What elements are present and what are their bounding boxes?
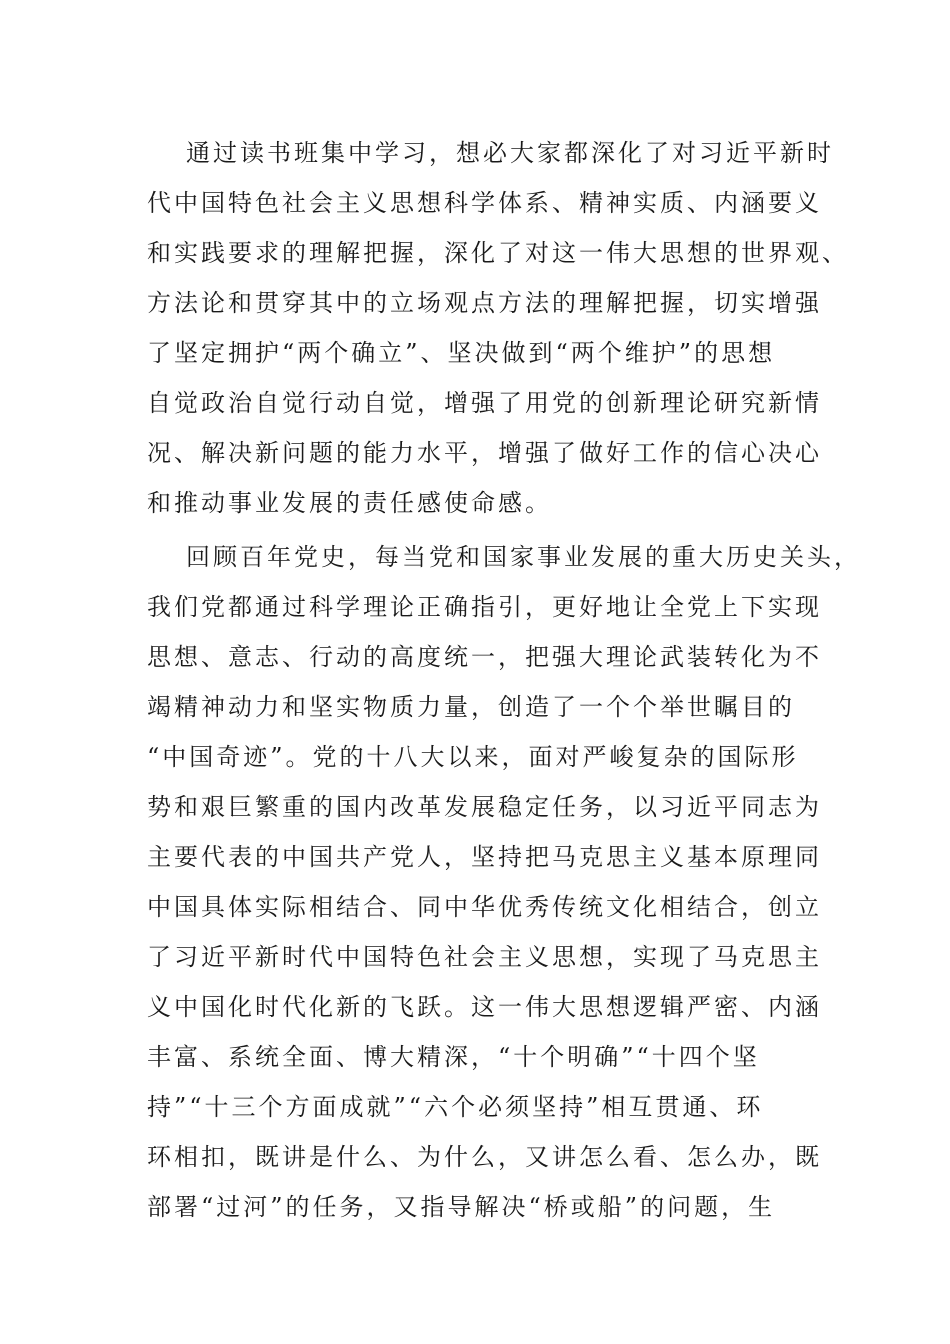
- paragraph-line: 势和艰巨繁重的国内改革发展稳定任务，以习近平同志为: [147, 793, 822, 821]
- paragraph-line: 回顾百年党史，每当党和国家事业发展的重大历史关头，: [186, 543, 861, 571]
- paragraph-line: 通过读书班集中学习，想必大家都深化了对习近平新时: [186, 139, 834, 167]
- paragraph-line: 和实践要求的理解把握，深化了对这一伟大思想的世界观、: [147, 239, 849, 267]
- paragraph-line: 环相扣，既讲是什么、为什么，又讲怎么看、怎么办，既: [147, 1143, 822, 1171]
- paragraph-line: 方法论和贯穿其中的立场观点方法的理解把握，切实增强: [147, 289, 822, 317]
- body-text: [147, 128, 861, 1232]
- paragraph-line: “中国奇迹”。党的十八大以来，面对严峻复杂的国际形: [147, 743, 799, 771]
- paragraph-line: 主要代表的中国共产党人，坚持把马克思主义基本原理同: [147, 843, 822, 871]
- paragraph-line: 丰富、系统全面、博大精深，“十个明确”“十四个坚: [147, 1043, 760, 1071]
- paragraph-line: 代中国特色社会主义思想科学体系、精神实质、内涵要义: [147, 189, 822, 217]
- paragraph-line: 我们党都通过科学理论正确指引，更好地让全党上下实现: [147, 593, 822, 621]
- paragraph-2: [147, 532, 861, 1232]
- paragraph-line: 了习近平新时代中国特色社会主义思想，实现了马克思主: [147, 943, 822, 971]
- paragraph-line: 了坚定拥护“两个确立”、坚决做到“两个维护”的思想: [147, 339, 776, 367]
- paragraph-line: 部署“过河”的任务，又指导解决“桥或船”的问题，生: [147, 1193, 776, 1221]
- paragraph-line: 义中国化时代化新的飞跃。这一伟大思想逻辑严密、内涵: [147, 993, 822, 1021]
- paragraph-line: 中国具体实际相结合、同中华优秀传统文化相结合，创立: [147, 893, 822, 921]
- paragraph-line: 况、解决新问题的能力水平，增强了做好工作的信心决心: [147, 439, 822, 467]
- paragraph-1: [147, 128, 849, 528]
- paragraph-line: 竭精神动力和坚实物质力量，创造了一个个举世瞩目的: [147, 693, 795, 721]
- paragraph-line: 思想、意志、行动的高度统一，把强大理论武装转化为不: [147, 643, 822, 671]
- paragraph-line: 和推动事业发展的责任感使命感。: [147, 489, 552, 517]
- paragraph-line: 自觉政治自觉行动自觉，增强了用党的创新理论研究新情: [147, 389, 822, 417]
- paragraph-line: 持”“十三个方面成就”“六个必须坚持”相互贯通、环: [147, 1093, 764, 1121]
